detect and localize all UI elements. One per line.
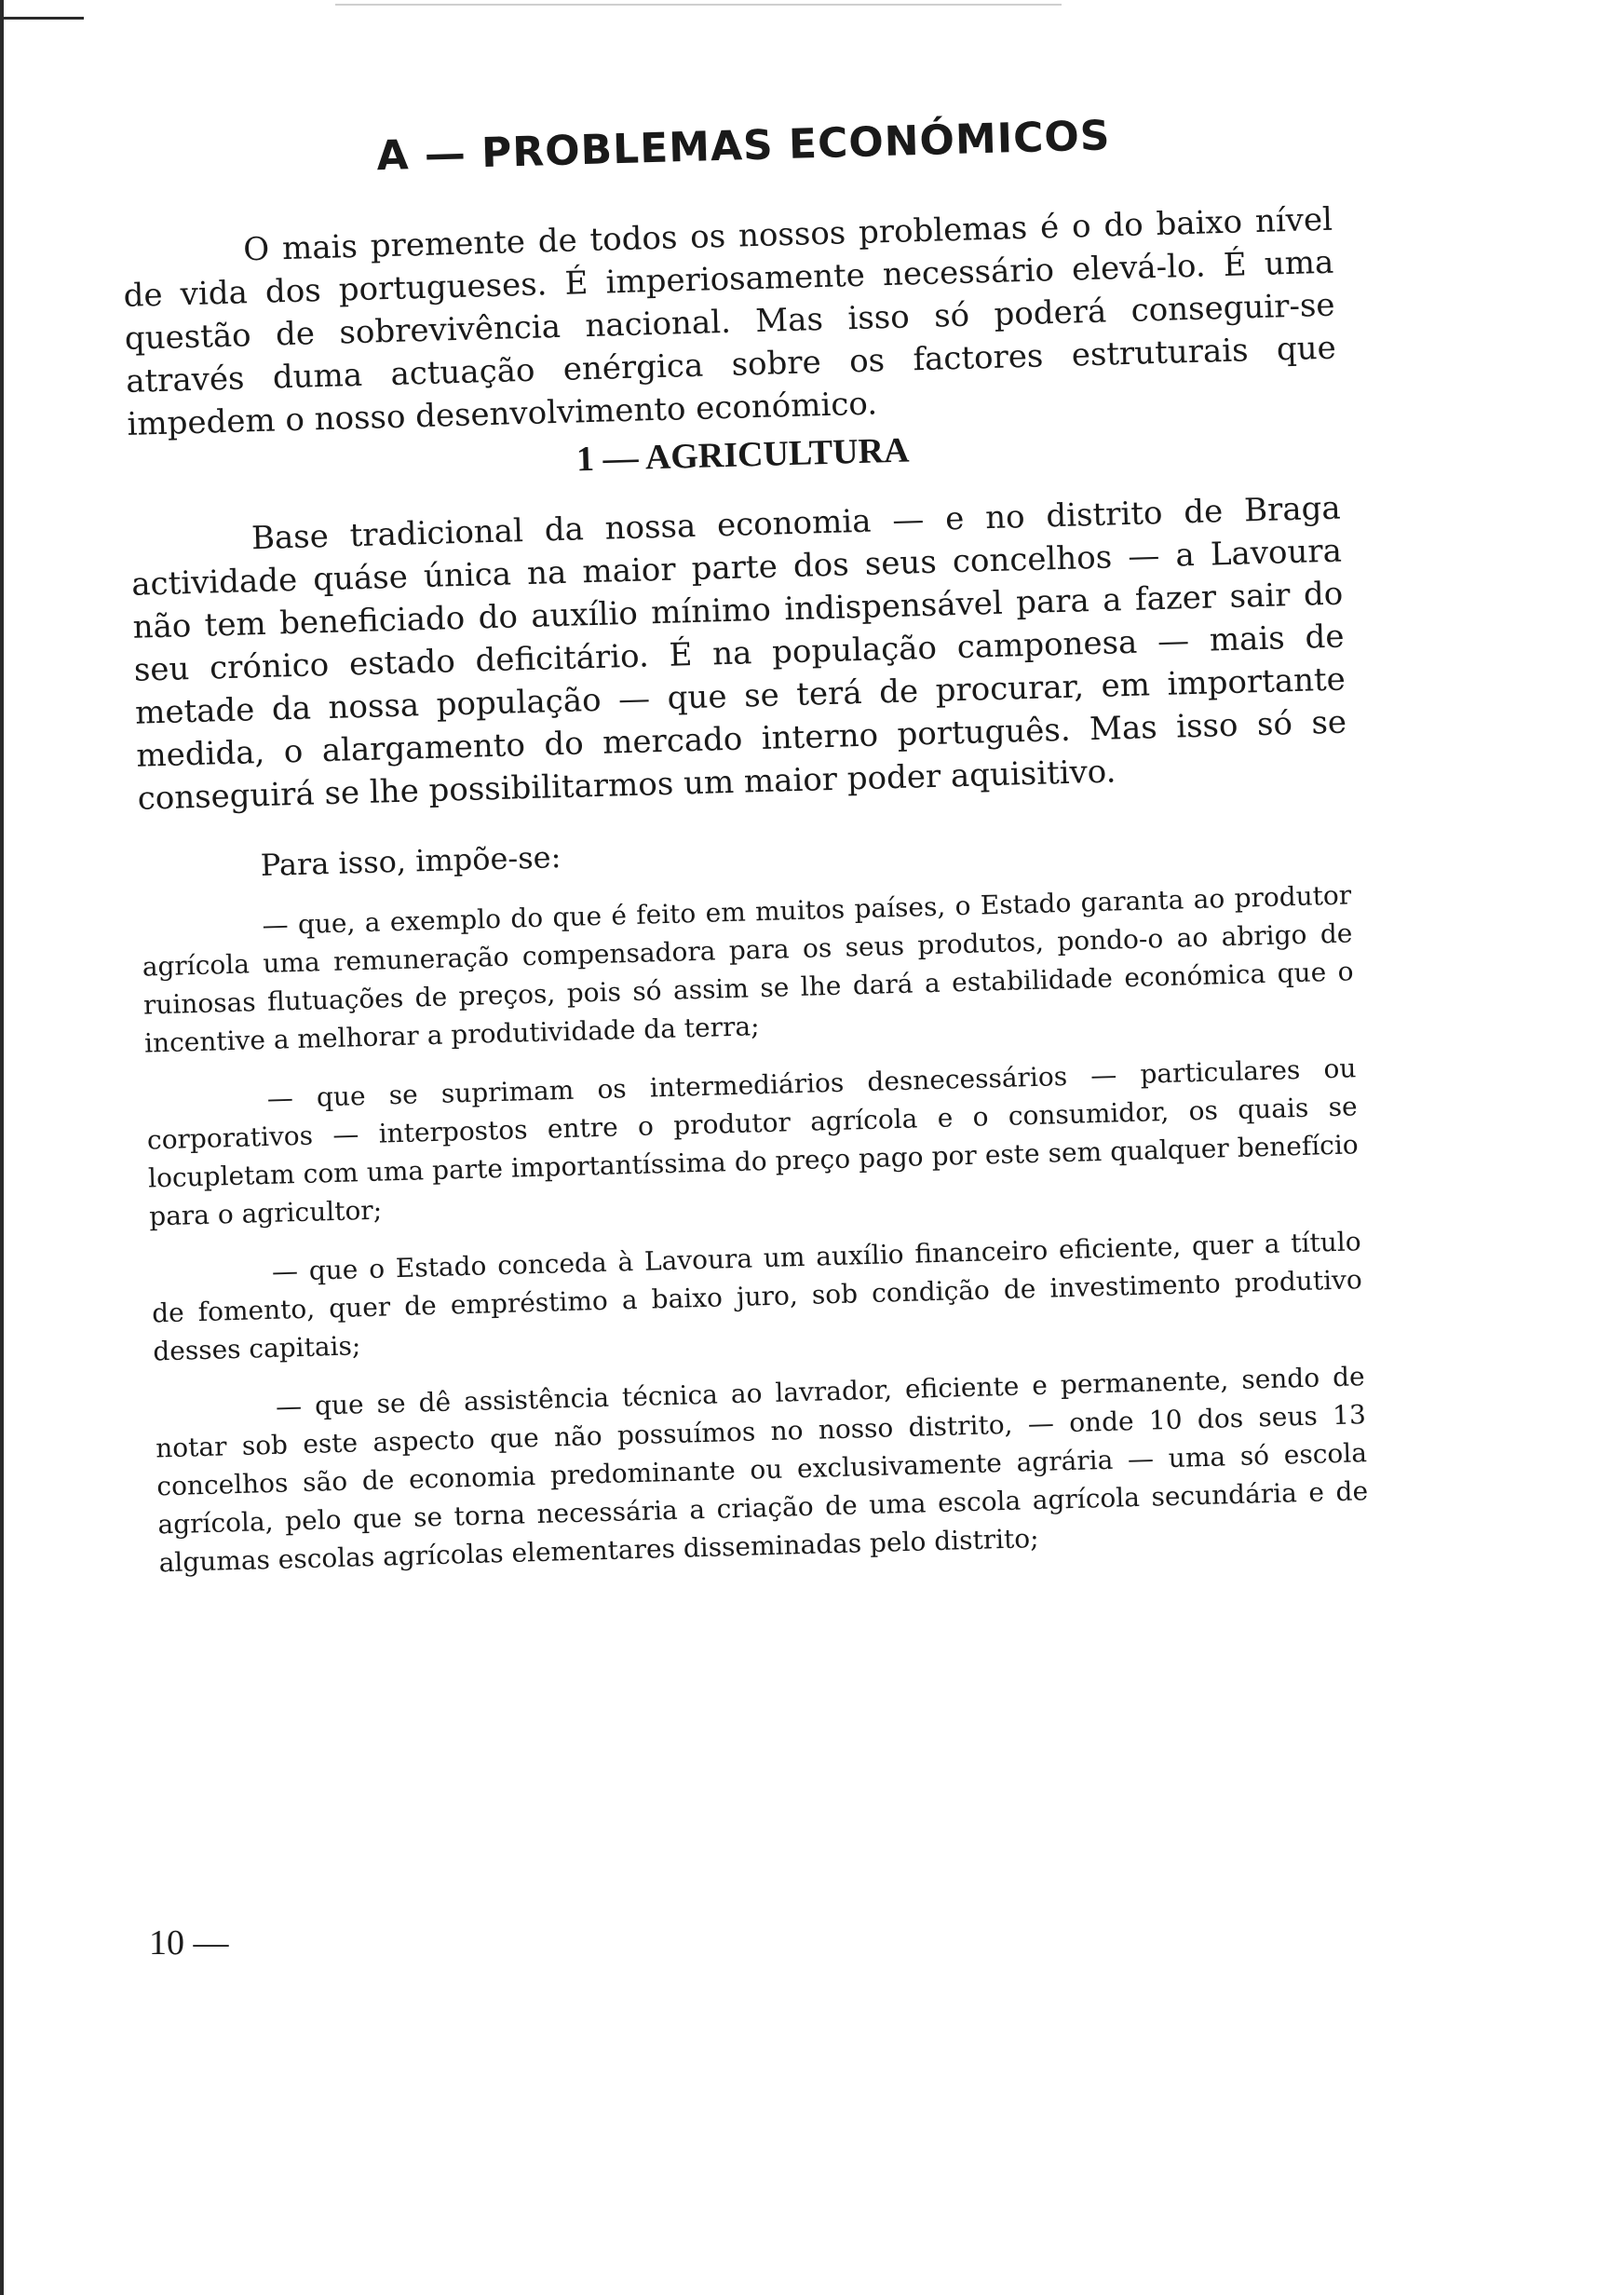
page-title: A — PROBLEMAS ECONÓMICOS xyxy=(375,112,1112,181)
section-heading: 1 — AGRICULTURA xyxy=(575,430,911,480)
intro-paragraph: O mais premente de todos os nossos problemas é o do baixo nível de vida dos portugueses. É imperiosamente necessário elevá-lo. É uma questão de sobrevivência nacional. Mas isso só poderá conseguir-se através duma actuação enérgica sobre os factores estruturais que impedem o nosso desenvolvimento económico. xyxy=(123,200,1337,443)
page-number: 10 — xyxy=(149,1923,229,1962)
list-lead: Para isso, impõe-se: xyxy=(260,839,562,884)
list-item: — que, a exemplo do que é feito em muitos países, o Estado garanta ao produtor agrícola uma remuneração compensadora para os seus produtos, pondo-o ao abrigo de ruinosas flutuações de preços, pois só assim se lhe dará a estabilidade económica que o incentive a melhorar a produtividade da terra; xyxy=(142,879,1354,1059)
scan-edge-top xyxy=(0,17,84,20)
page-content xyxy=(119,106,1370,1582)
scan-edge-left xyxy=(0,0,4,2295)
scan-edge-top-faint xyxy=(335,4,1062,6)
section-paragraph: Base tradicional da nossa economia — e no distrito de Braga actividade quáse única na maior parte dos seus concelhos — a Lavoura não tem beneficiado do auxílio mínimo indispensável para a fazer sair do seu crónico estado deficitário. É na população camponesa — mais de metade da nossa população — que se terá de procurar, em importante medida, o alargamento do mercado interno português. Mas isso só se conseguirá se lhe possibilitarmos um maior poder aquisitivo. xyxy=(130,489,1347,818)
list-item: — que o Estado conceda à Lavoura um auxílio financeiro eficiente, quer a título de fomento, quer de empréstimo a baixo juro, sob condição de investimento produtivo desses capitais; xyxy=(151,1226,1363,1367)
list-item: — que se dê assistência técnica ao lavrador, eficiente e permanente, sendo de notar sob este aspecto que não possuímos no nosso distrito, — onde 10 dos seus 13 concelhos são de economia predominante ou exclusivamente agrária — uma só escola agrícola, pelo que se torna necessária a criação de uma escola agrícola secundária e de algumas escolas agrícolas elementares disseminadas pelo distrito; xyxy=(155,1361,1369,1579)
list-item: — que se suprimam os intermediários desnecessários — particulares ou corporativos — interpostos entre o produtor agrícola e o consumidor, os quais se locupletam com uma parte importantíssima do preço pago por este sem qualquer benefício para o agricultor; xyxy=(146,1052,1360,1232)
